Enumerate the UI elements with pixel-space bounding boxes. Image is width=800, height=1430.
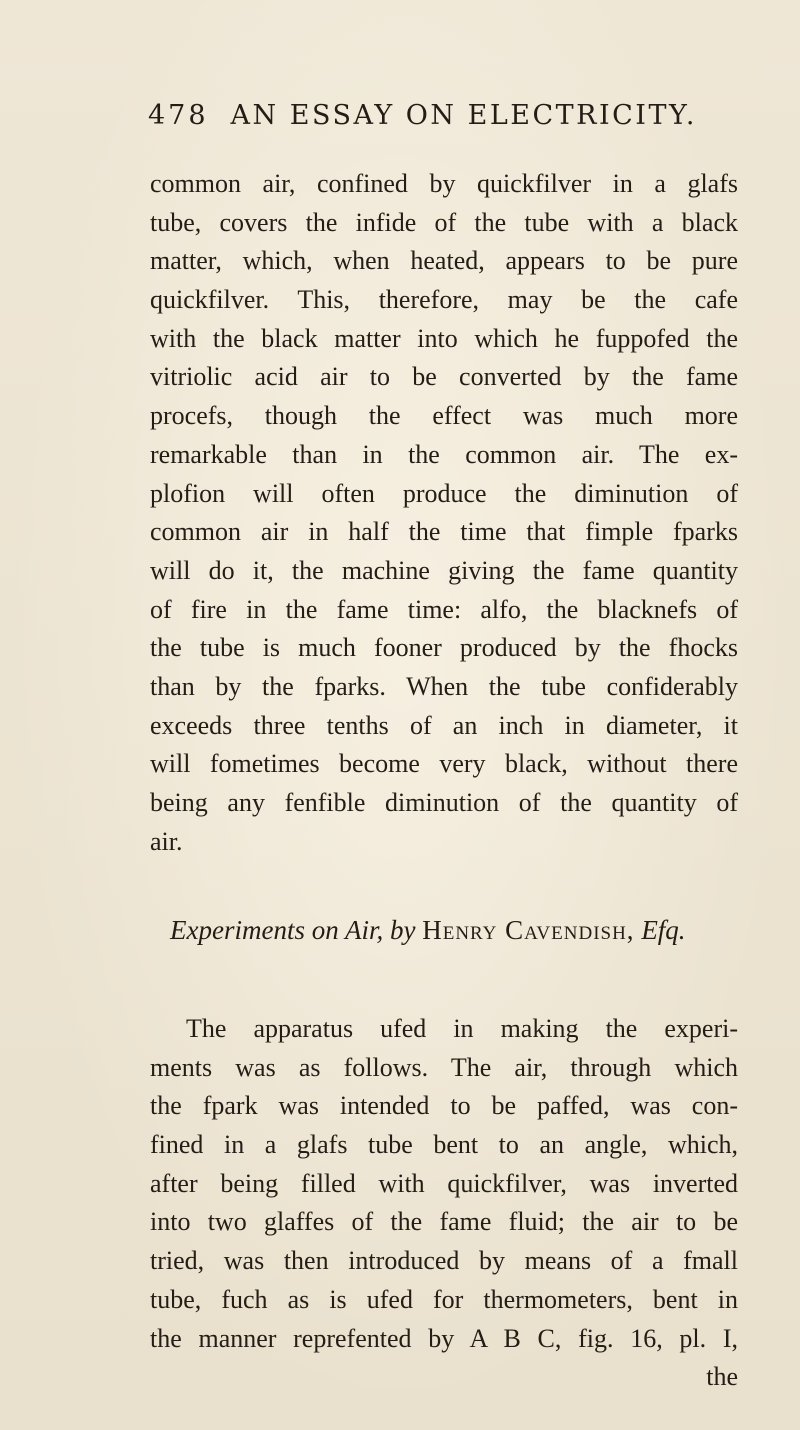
paragraph-2 (150, 1010, 738, 1397)
text-line: quickfilver. This, therefore, may be the cafe (150, 285, 738, 315)
text-line: air. (150, 826, 183, 856)
heading-suffix: Efq. (641, 915, 686, 945)
text-line: plofion will often produce the diminution of (150, 478, 738, 508)
text-line: tube, fuch as is ufed for thermometers, bent in (150, 1284, 738, 1314)
text-line: common air, confined by quickfilver in a glafs (150, 169, 738, 198)
text-line: exceeds three tenths of an inch in diameter, it (150, 710, 738, 740)
text-line: will fometimes become very black, without there (150, 749, 738, 779)
heading-author: Henry Cavendish, (422, 915, 635, 945)
running-head (148, 100, 748, 131)
text-line: with the black matter into which he fuppofed the (150, 323, 738, 353)
text-line: vitriolic acid air to be converted by the fame (150, 362, 738, 392)
text-line: tube, covers the infide of the tube with a black (150, 207, 738, 237)
section-heading (170, 915, 740, 946)
text-line: fined in a glafs tube bent to an angle, which, (150, 1130, 738, 1160)
text-line: into two glaffes of the fame fluid; the air to be (150, 1207, 738, 1237)
page-number: 478 (148, 100, 209, 131)
running-title: AN ESSAY ON ELECTRICITY. (230, 100, 697, 131)
text-line: than by the fparks. When the tube confiderably (150, 671, 738, 701)
text-line: common air in half the time that fimple fparks (150, 517, 738, 547)
text-line: being any fenfible diminution of the quantity of (150, 788, 738, 817)
text-line: ments was as follows. The air, through which (150, 1052, 738, 1082)
catchword: the (706, 1362, 738, 1392)
text-line: The apparatus ufed in making the experi- (186, 1014, 738, 1043)
text-line: the fpark was intended to be paffed, was con- (150, 1091, 738, 1121)
heading-prefix: Experiments on Air, by (170, 915, 416, 945)
text-line: of fire in the fame time: alfo, the blacknefs of (150, 594, 738, 624)
text-line: the tube is much fooner produced by the fhocks (150, 633, 738, 663)
text-line: after being filled with quickfilver, was inverted (150, 1168, 738, 1198)
text-line: the manner reprefented by A B C, fig. 16, pl. I, (150, 1323, 738, 1353)
text-line: procefs, though the effect was much more (150, 401, 738, 431)
text-line: tried, was then introduced by means of a fmall (150, 1246, 738, 1276)
text-line: will do it, the machine giving the fame quantity (150, 555, 738, 585)
text-line: matter, which, when heated, appears to be pure (150, 246, 738, 276)
text-line: remarkable than in the common air. The ex- (150, 439, 738, 469)
paragraph-1 (150, 165, 738, 861)
